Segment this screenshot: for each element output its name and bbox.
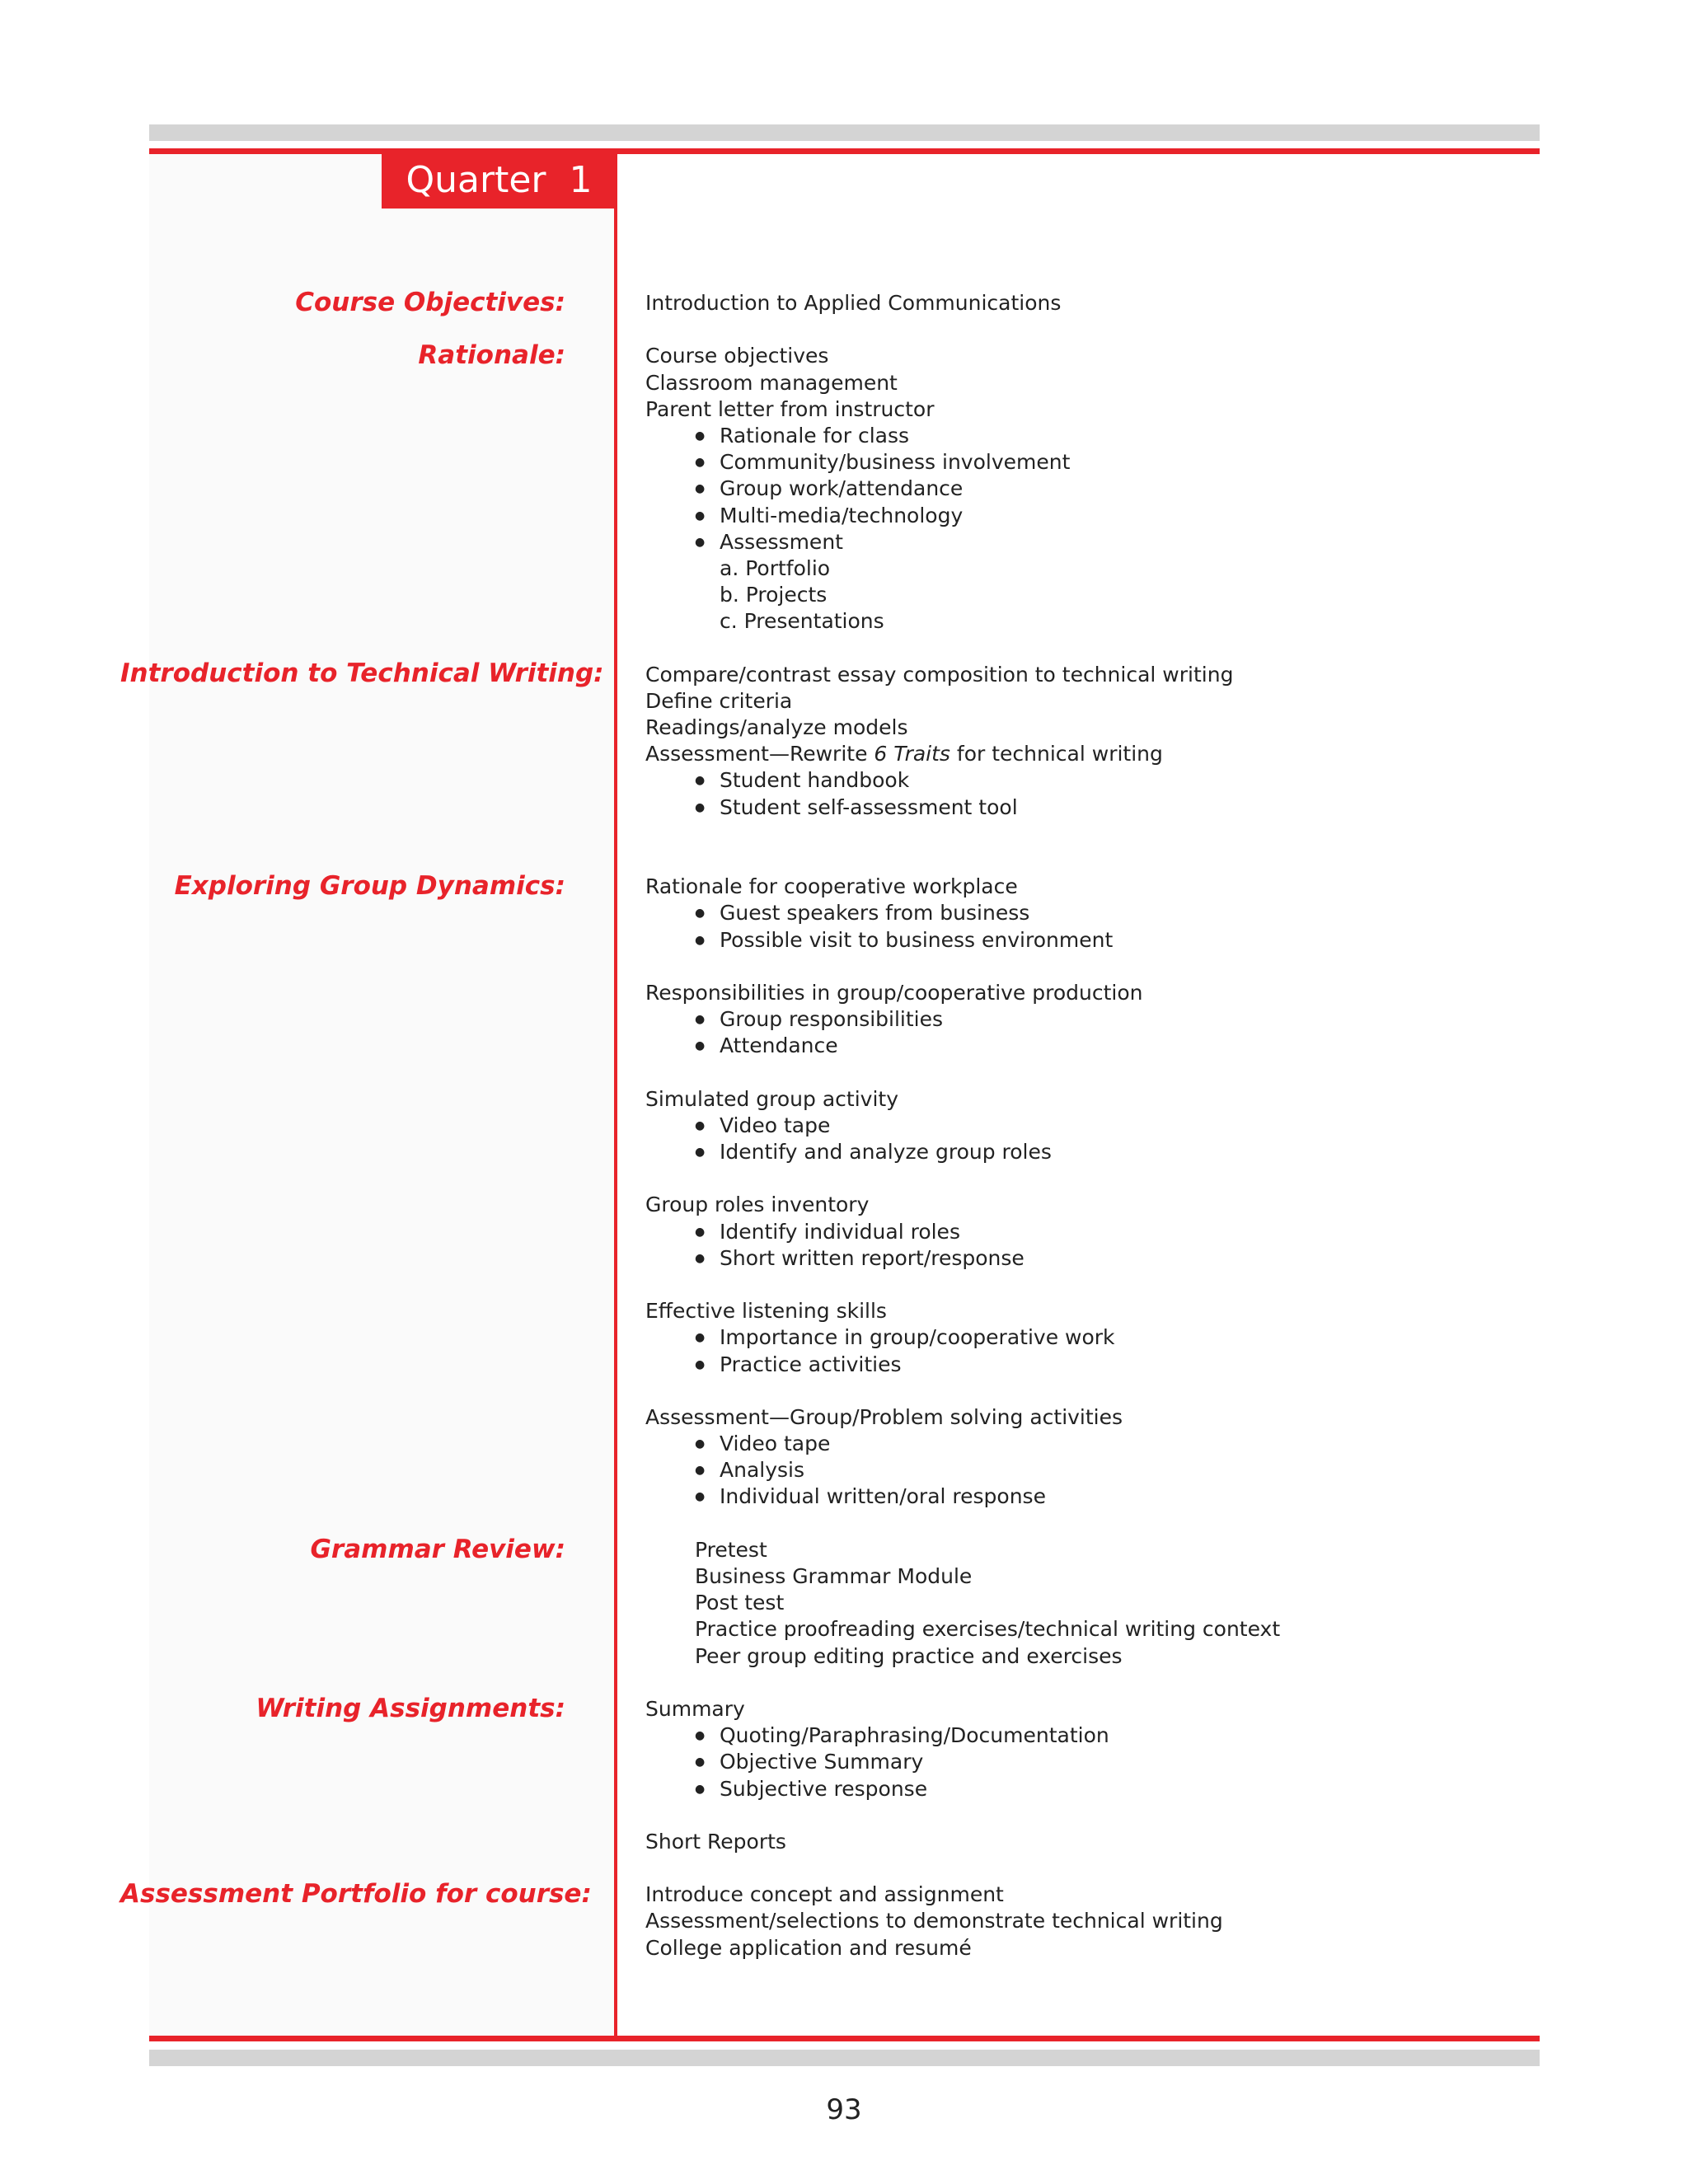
bullet-item: ● Subjective response	[645, 1776, 1593, 1802]
bullet-item: ● Student handbook	[645, 767, 1593, 794]
label-intro-technical-writing: Introduction to Technical Writing:	[120, 658, 604, 688]
bullet-item: ● Attendance	[645, 1033, 1593, 1059]
bullet-item: ● Group responsibilities	[645, 1006, 1593, 1033]
bullet-item: ● Group work/attendance	[645, 476, 1593, 502]
content-line: Classroom management	[645, 370, 898, 395]
indented-line: Business Grammar Module	[695, 1564, 973, 1588]
bullet-item: ● Possible visit to business environment	[645, 927, 1593, 954]
label-course-objectives: Course Objectives:	[295, 288, 565, 317]
bullet-item: ● Multi-media/technology	[645, 503, 1593, 529]
content-line: Effective listening skills	[645, 1299, 887, 1324]
content-line: Responsibilities in group/cooperative production	[645, 980, 1143, 1005]
bullet-item: ● Community/business involvement	[645, 449, 1593, 476]
bottom-grey-rule	[149, 2050, 1540, 2066]
top-red-rule	[149, 148, 1540, 154]
content-line: Assessment—Rewrite 6 Traits for technical writing	[645, 742, 1163, 766]
bullet-item: ● Quoting/Paraphrasing/Documentation	[645, 1722, 1593, 1749]
indented-line: Peer group editing practice and exercises	[695, 1643, 1123, 1668]
six-traits-title: 6 Traits	[874, 742, 950, 766]
page-number: 93	[826, 2093, 862, 2126]
bottom-red-rule	[149, 2036, 1540, 2041]
content-line: College application and resumé	[645, 1935, 972, 1960]
bullet-item: ● Video tape	[645, 1113, 1593, 1139]
quarter-tab: Quarter 1	[382, 152, 617, 209]
top-grey-rule	[149, 124, 1540, 141]
bullet-item: ● Student self-assessment tool	[645, 794, 1593, 821]
content-line: Define criteria	[645, 688, 793, 713]
indented-line: Practice proofreading exercises/technical writing context	[695, 1617, 1281, 1642]
content-line: Course objectives	[645, 344, 829, 368]
content-line: Short Reports	[645, 1829, 786, 1854]
bullet-item: ● Importance in group/cooperative work	[645, 1324, 1593, 1351]
bullet-item: ● Short written report/response	[645, 1245, 1593, 1272]
indented-line: Pretest	[695, 1537, 767, 1562]
sub-item: b. Projects	[720, 583, 828, 607]
content-line: Simulated group activity	[645, 1086, 898, 1111]
content-line: Introduce concept and assignment	[645, 1882, 1004, 1907]
indented-line: Post test	[695, 1591, 785, 1615]
label-rationale: Rationale:	[418, 340, 565, 370]
content-line: Readings/analyze models	[645, 715, 908, 739]
content-line: Parent letter from instructor	[645, 396, 935, 421]
vertical-divider	[614, 148, 617, 2041]
content-line: Assessment—Group/Problem solving activities	[645, 1404, 1123, 1429]
bullet-item: ● Practice activities	[645, 1352, 1593, 1378]
left-panel-shade	[149, 154, 615, 2036]
content-line: Assessment/selections to demonstrate technical writing	[645, 1909, 1223, 1933]
bullet-item: ● Analysis	[645, 1457, 1593, 1483]
content-column	[645, 290, 1593, 1961]
content-line: Rationale for cooperative workplace	[645, 874, 1018, 899]
bullet-item: ● Assessment	[645, 529, 1593, 555]
sub-item: a. Portfolio	[720, 555, 831, 580]
label-grammar-review: Grammar Review:	[310, 1535, 565, 1564]
bullet-item: ● Identify and analyze group roles	[645, 1139, 1593, 1165]
sub-item: c. Presentations	[720, 609, 884, 634]
bullet-item: ● Identify individual roles	[645, 1219, 1593, 1245]
content-line: Summary	[645, 1696, 745, 1721]
label-group-dynamics: Exploring Group Dynamics:	[174, 871, 565, 901]
bullet-item: ● Rationale for class	[645, 423, 1593, 449]
bullet-item: ● Video tape	[645, 1431, 1593, 1457]
content-line: Introduction to Applied Communications	[645, 291, 1062, 315]
label-assessment-portfolio: Assessment Portfolio for course:	[120, 1879, 592, 1909]
label-writing-assignments: Writing Assignments:	[256, 1694, 565, 1723]
bullet-item: ● Guest speakers from business	[645, 900, 1593, 926]
bullet-item: ● Individual written/oral response	[645, 1483, 1593, 1510]
bullet-item: ● Objective Summary	[645, 1749, 1593, 1775]
content-line: Group roles inventory	[645, 1193, 870, 1217]
content-line: Compare/contrast essay composition to technical writing	[645, 662, 1234, 687]
